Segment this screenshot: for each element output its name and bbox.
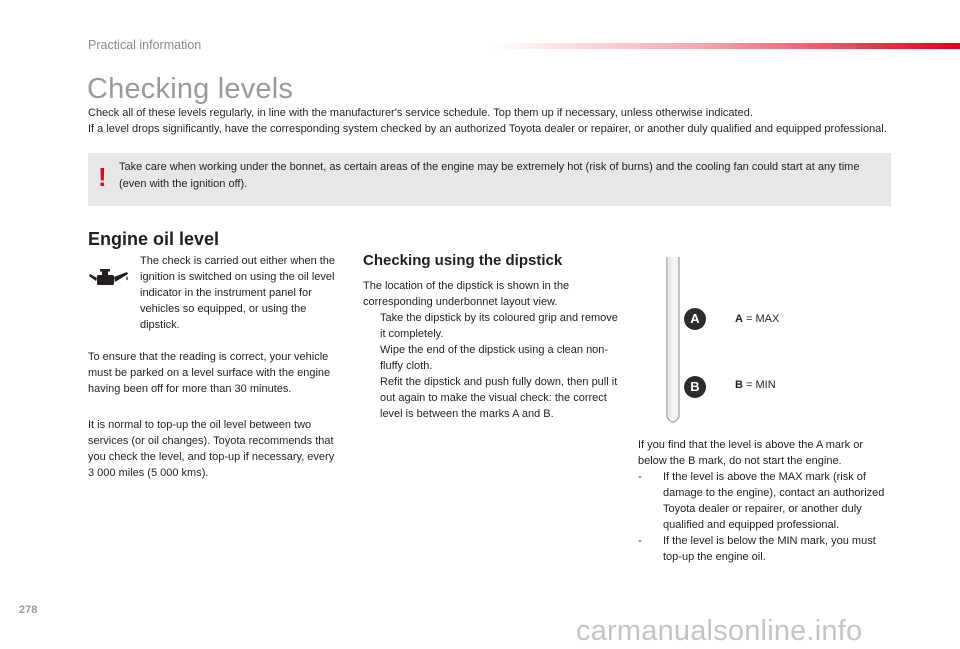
watermark: carmanualsonline.info xyxy=(576,615,863,647)
section-label: Practical information xyxy=(88,38,202,52)
dipstick-instructions xyxy=(363,278,618,422)
intro-line-2: If a level drops significantly, have the corresponding system checked by an authorized Toyota dealer or repairer, or another duly qualified and equipped professional. xyxy=(88,123,887,135)
list-item xyxy=(638,469,893,533)
list-item xyxy=(363,342,618,374)
min-label xyxy=(735,379,776,391)
dipstick-illustration xyxy=(662,257,684,425)
result-item-2: If the level is below the MIN mark, you must top-up the engine oil. xyxy=(663,535,876,563)
step-1: Take the dipstick by its coloured grip and remove it completely. xyxy=(380,312,618,340)
min-label-text: = MIN xyxy=(746,379,776,391)
list-item xyxy=(363,374,618,422)
oil-paragraph-1 xyxy=(140,253,340,333)
dipstick-heading: Checking using the dipstick xyxy=(363,252,563,269)
result-intro: If you find that the level is above the A mark or below the B mark, do not start the engine. xyxy=(638,439,864,467)
dipstick-intro: The location of the dipstick is shown in the corresponding underbonnet layout view. xyxy=(363,280,570,308)
dash-bullet: - xyxy=(638,471,642,483)
min-marker-icon: B xyxy=(684,376,706,398)
oil-p2-text: To ensure that the reading is correct, your vehicle must be parked on a level surface with the engine having been off for more than 30 minutes. xyxy=(88,351,331,395)
page-title: Checking levels xyxy=(87,73,294,105)
oil-paragraph-2 xyxy=(88,349,338,397)
max-label-text: = MAX xyxy=(746,313,780,325)
max-label xyxy=(735,313,779,325)
list-item xyxy=(363,310,618,342)
engine-oil-heading: Engine oil level xyxy=(88,229,220,249)
warning-icon: ! xyxy=(98,162,107,192)
page-number: 278 xyxy=(19,604,38,616)
bullet-icon xyxy=(363,374,380,422)
warning-box xyxy=(88,153,891,206)
result-item-1: If the level is above the MAX mark (risk of damage to the engine), contact an authorized Toyota dealer or repairer, or another duly qualified and equipped professional. xyxy=(663,471,885,531)
warning-text: Take care when working under the bonnet, as certain areas of the engine may be extremely hot (risk of burns) and the cooling fan could start at any time (even with the ignition off). xyxy=(119,161,860,190)
oil-paragraph-3 xyxy=(88,417,338,481)
list-item xyxy=(638,533,893,565)
min-label-letter: B xyxy=(735,379,743,391)
step-3: Refit the dipstick and push fully down, then pull it out again to make the visual check: the correct level is between the marks A and B. xyxy=(380,376,618,420)
oil-can-icon xyxy=(88,266,130,292)
max-marker-icon: A xyxy=(684,308,706,330)
bullet-icon xyxy=(363,342,380,374)
oil-p3-text: It is normal to top-up the oil level between two services (or oil changes). Toyota recommends that you check the level, and top-up if necessary, every 3 000 miles (5 000 kms). xyxy=(88,419,335,479)
oil-p1-text: The check is carried out either when the ignition is switched on using the oil level indicator in the instrument panel for vehicles so equipped, or using the dipstick. xyxy=(140,255,336,331)
intro-line-1: Check all of these levels regularly, in line with the manufacturer's service schedule. Top them up if necessary, unless otherwise indicated. xyxy=(88,107,753,119)
dash-bullet: - xyxy=(638,535,642,547)
level-result xyxy=(638,437,893,565)
intro-text xyxy=(88,105,893,137)
step-2: Wipe the end of the dipstick using a clean non-fluffy cloth. xyxy=(380,344,609,372)
bullet-icon xyxy=(363,310,380,342)
accent-bar xyxy=(490,43,960,49)
max-label-letter: A xyxy=(735,313,743,325)
